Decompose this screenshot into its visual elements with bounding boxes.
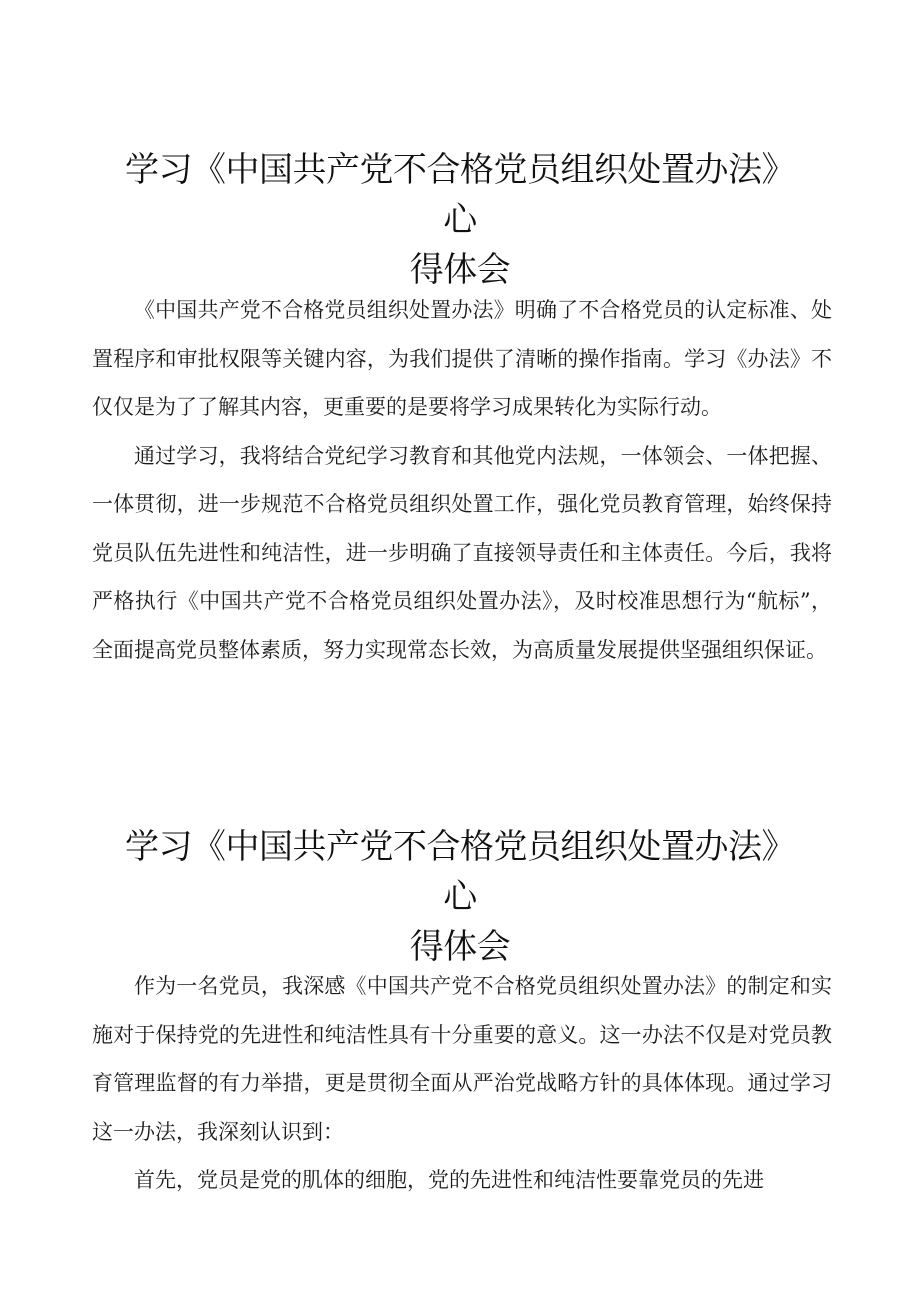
section-body bbox=[92, 286, 832, 674]
title-line-2: 得体会 bbox=[409, 927, 511, 967]
title-line-1: 学习《中国共产党不合格党员组织处置办法》心 bbox=[125, 150, 795, 240]
section-title bbox=[110, 822, 810, 972]
section-body bbox=[92, 962, 832, 1205]
title-line-1: 学习《中国共产党不合格党员组织处置办法》心 bbox=[125, 827, 795, 917]
paragraph: 作为一名党员，我深感《中国共产党不合格党员组织处置办法》的制定和实施对于保持党的先进性和纯洁性具有十分重要的意义。这一办法不仅是对党员教育管理监督的有力举措，更是贯彻全面从严治党战略方针的具体体现。通过学习这一办法，我深刻认识到： bbox=[92, 974, 832, 1144]
paragraph: 《中国共产党不合格党员组织处置办法》明确了不合格党员的认定标准、处置程序和审批权限等关键内容，为我们提供了清晰的操作指南。学习《办法》不仅仅是为了了解其内容，更重要的是要将学习成果转化为实际行动。 bbox=[92, 298, 832, 419]
section-title bbox=[110, 145, 810, 295]
title-line-2: 得体会 bbox=[409, 250, 511, 290]
paragraph: 首先，党员是党的肌体的细胞，党的先进性和纯洁性要靠党员的先进 bbox=[134, 1168, 764, 1192]
paragraph: 通过学习，我将结合党纪学习教育和其他党内法规，一体领会、一体把握、一体贯彻，进一步规范不合格党员组织处置工作，强化党员教育管理，始终保持党员队伍先进性和纯洁性，进一步明确了直接领导责任和主体责任。今后，我将严格执行《中国共产党不合格党员组织处置办法》，及时校准思想行为“航标”，全面提高党员整体素质，努力实现常态长效，为高质量发展提供坚强组织保证。 bbox=[92, 443, 832, 662]
